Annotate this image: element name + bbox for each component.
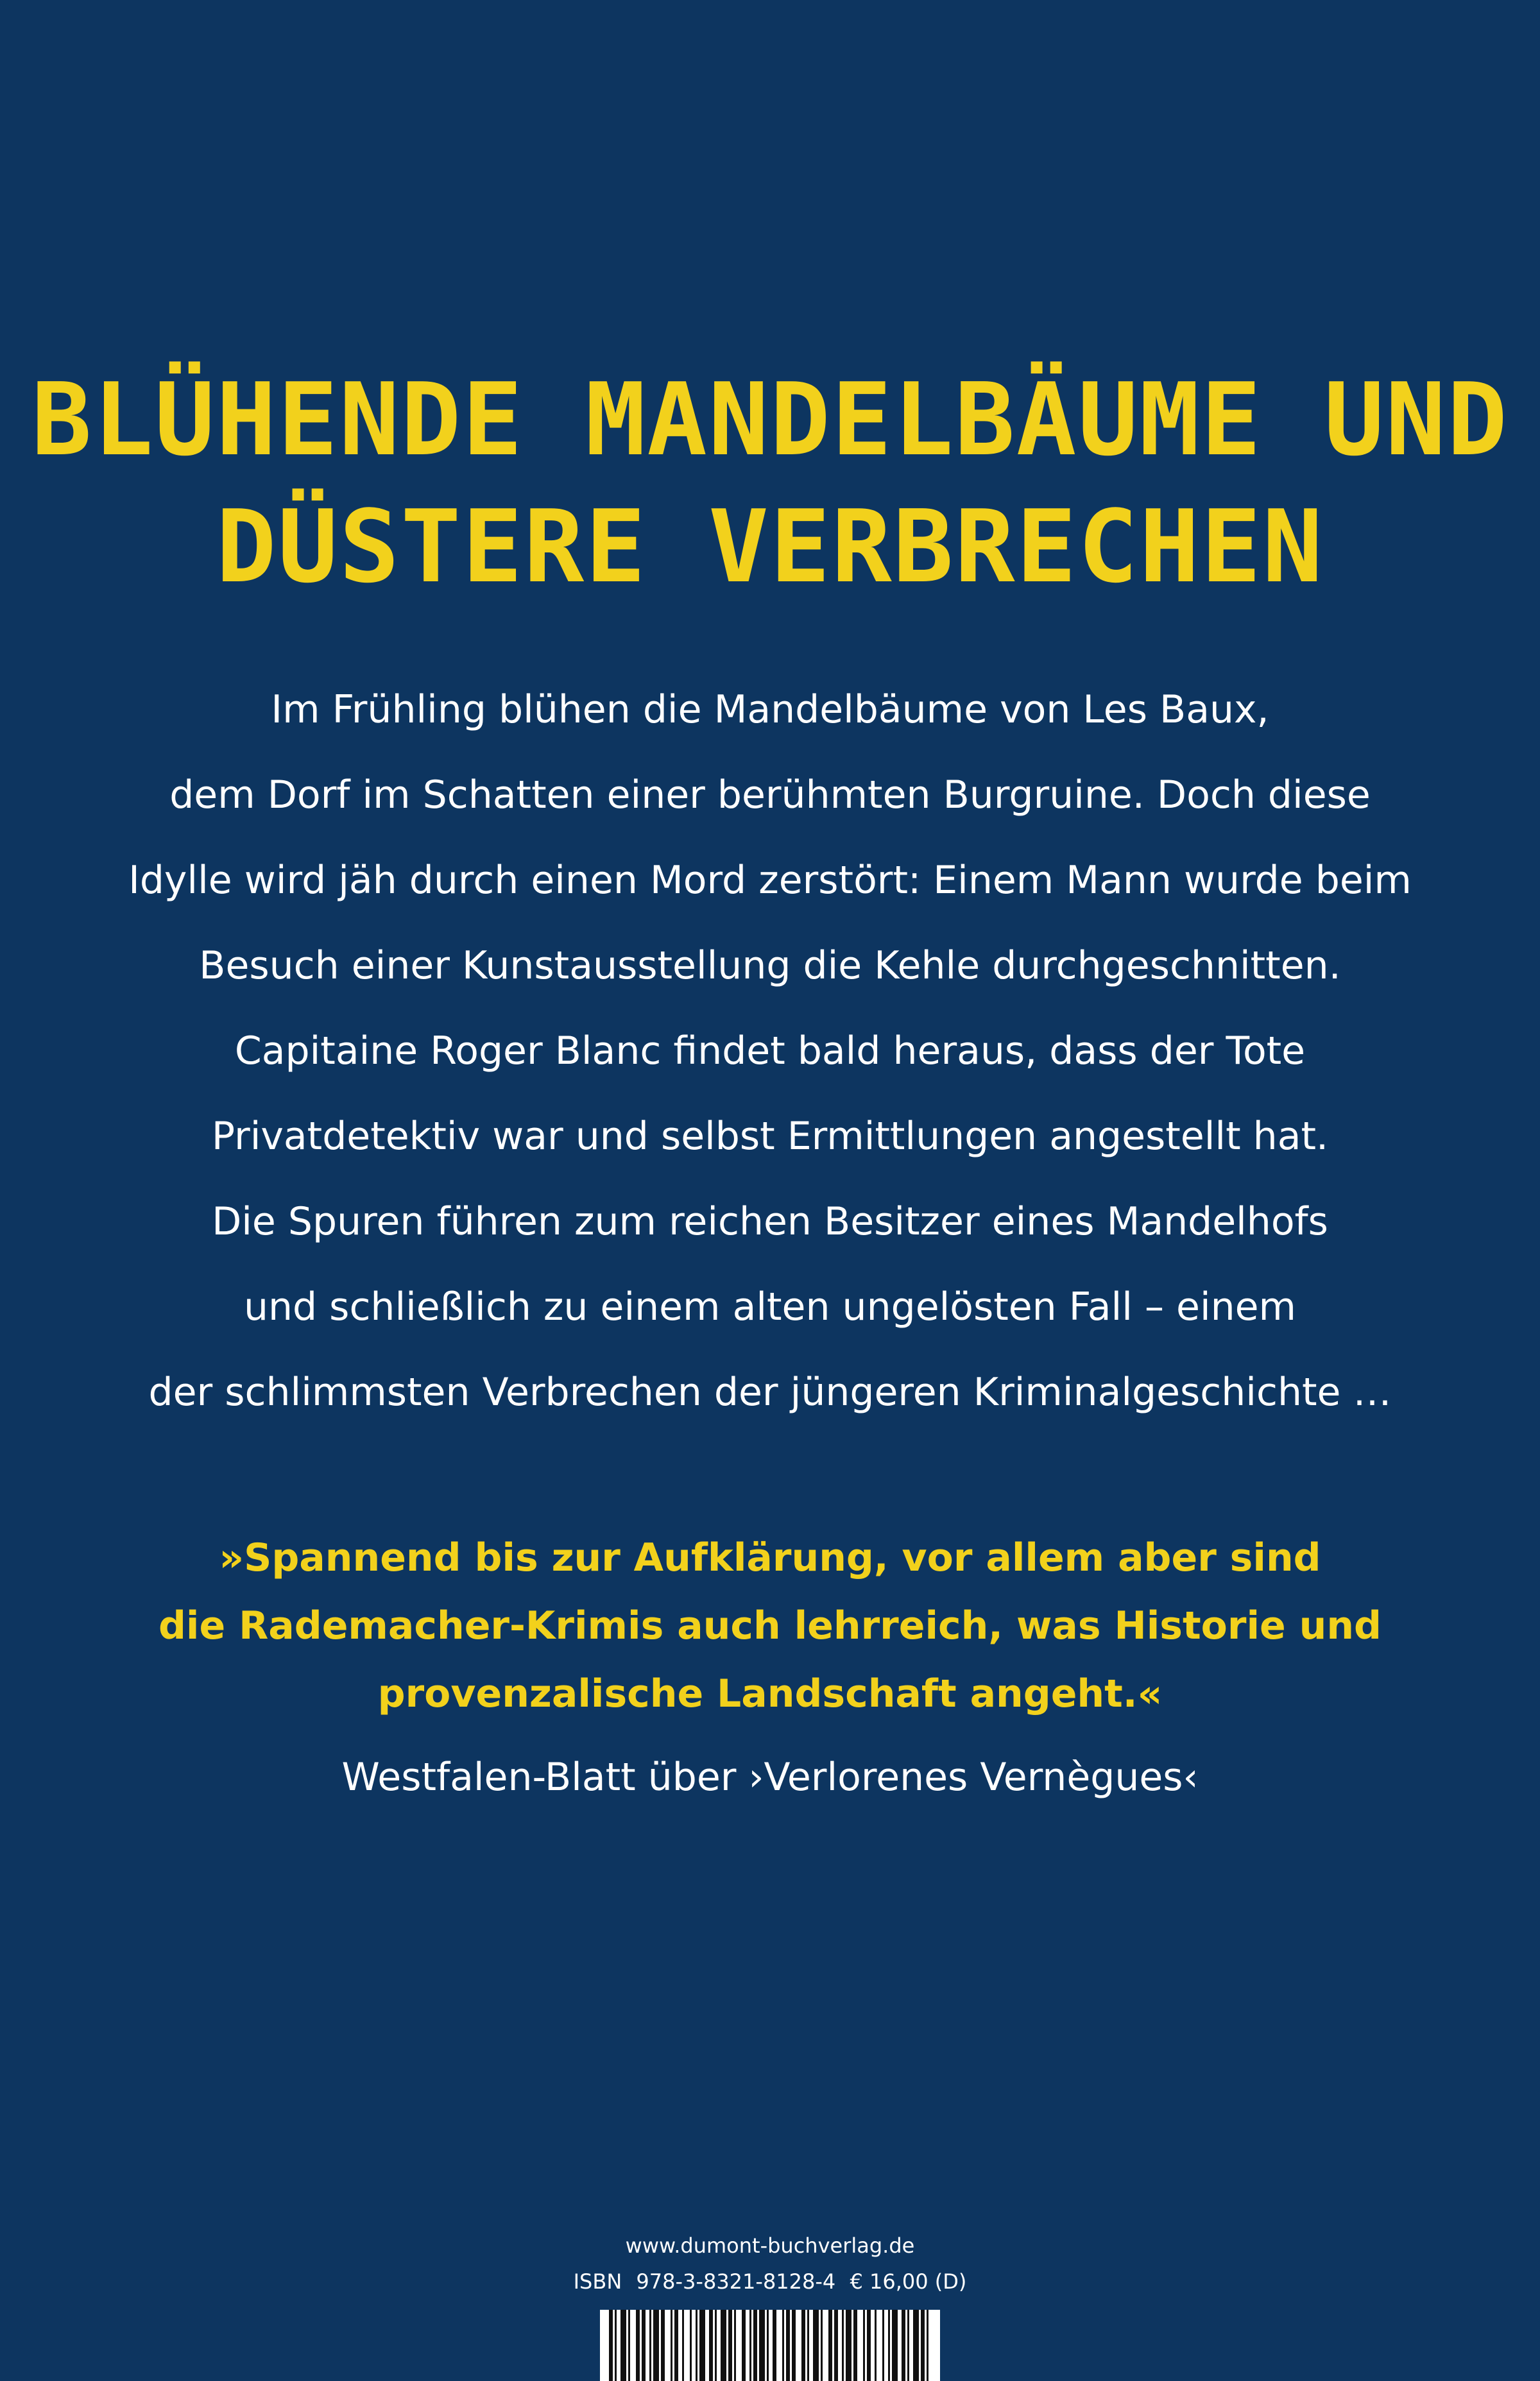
barcode-bar (649, 2310, 651, 2381)
barcode-bar (642, 2310, 646, 2381)
barcode-bar (842, 2310, 844, 2381)
barcode-bar (742, 2310, 746, 2381)
blurb-line: Idylle wird jäh durch einen Mord zerstört: Einem Mann wurde beim (128, 858, 1412, 903)
barcode-bar (653, 2310, 659, 2381)
barcode-bar (888, 2310, 890, 2381)
barcode (600, 2310, 940, 2381)
barcode-bar (615, 2310, 617, 2381)
barcode-bar (792, 2310, 796, 2381)
barcode-bar (699, 2310, 705, 2381)
barcode-bar (696, 2310, 697, 2381)
headline-line-1: BLÜHENDE MANDELBÄUME UND (31, 361, 1509, 478)
barcode-bar (834, 2310, 838, 2381)
quote-line: provenzalische Landschaft angeht.« (377, 1671, 1163, 1716)
barcode-bar (721, 2310, 726, 2381)
isbn-price-line (0, 2267, 1540, 2296)
barcode-bar (846, 2310, 851, 2381)
blurb-line: Besuch einer Kunstausstellung die Kehle durchgeschnitten. (199, 943, 1341, 988)
barcode-bar (907, 2310, 909, 2381)
blurb-text (0, 667, 1540, 1435)
barcode-bar (674, 2310, 678, 2381)
blurb-line: Im Frühling blühen die Mandelbäume von Les Baux, (271, 687, 1269, 732)
barcode-bar (921, 2310, 925, 2381)
barcode-bar (636, 2310, 640, 2381)
barcode-bar (690, 2310, 692, 2381)
barcode-bar (671, 2310, 672, 2381)
barcode-bar (875, 2310, 877, 2381)
isbn-label: ISBN (573, 2269, 622, 2294)
barcode-bar (821, 2310, 823, 2381)
barcode-bar (620, 2310, 626, 2381)
barcode-bar (828, 2310, 832, 2381)
headline (0, 356, 1540, 610)
blurb-line: dem Dorf im Schatten einer berühmten Burgruine. Doch diese (169, 772, 1371, 817)
quote-line: »Spannend bis zur Aufklärung, vor allem aber sind (219, 1535, 1321, 1580)
blurb-line: und schließlich zu einem alten ungelösten Fall – einem (243, 1284, 1297, 1329)
barcode-bar (853, 2310, 857, 2381)
barcode-bar (813, 2310, 819, 2381)
barcode-bar (767, 2310, 769, 2381)
barcode-bar (892, 2310, 898, 2381)
barcode-bar (782, 2310, 784, 2381)
barcode-bar (728, 2310, 732, 2381)
barcode-bar (753, 2310, 757, 2381)
quote-line: die Rademacher-Krimis auch lehrreich, was Historie und (158, 1603, 1382, 1648)
barcode-bar (734, 2310, 736, 2381)
barcode-bar (682, 2310, 684, 2381)
barcode-bar (749, 2310, 751, 2381)
blurb-line: Privatdetektiv war und selbst Ermittlungen angestellt hat. (211, 1114, 1329, 1159)
blurb-line: Die Spuren führen zum reichen Besitzer eines Mandelhofs (212, 1199, 1328, 1244)
barcode-bar (786, 2310, 790, 2381)
barcode-bar (715, 2310, 717, 2381)
barcode-bar (628, 2310, 630, 2381)
barcode-bar (609, 2310, 613, 2381)
barcode-bar (807, 2310, 809, 2381)
barcode-bar (709, 2310, 713, 2381)
barcode-bar (927, 2310, 928, 2381)
headline-line-2: DÜSTERE VERBRECHEN (216, 488, 1324, 605)
barcode-bar (902, 2310, 905, 2381)
barcode-bar (882, 2310, 884, 2381)
price: € 16,00 (D) (850, 2269, 967, 2294)
barcode-bar (801, 2310, 805, 2381)
barcode-bar (867, 2310, 871, 2381)
publisher-website: www.dumont-buchverlag.de (625, 2233, 915, 2258)
barcode-bar (773, 2310, 776, 2381)
isbn-number: 978-3-8321-8128-4 (636, 2269, 836, 2294)
press-quote (0, 1524, 1540, 1728)
barcode-bar (913, 2310, 919, 2381)
barcode-bar (863, 2310, 865, 2381)
barcode-bar (661, 2310, 665, 2381)
blurb-line: Capitaine Roger Blanc findet bald heraus, dass der Tote (234, 1028, 1306, 1073)
barcode-bar (759, 2310, 765, 2381)
quote-source: Westfalen-Blatt über ›Verlorenes Vernègues‹ (341, 1755, 1199, 1800)
blurb-line: der schlimmsten Verbrechen der jüngeren Kriminalgeschichte … (148, 1370, 1392, 1415)
